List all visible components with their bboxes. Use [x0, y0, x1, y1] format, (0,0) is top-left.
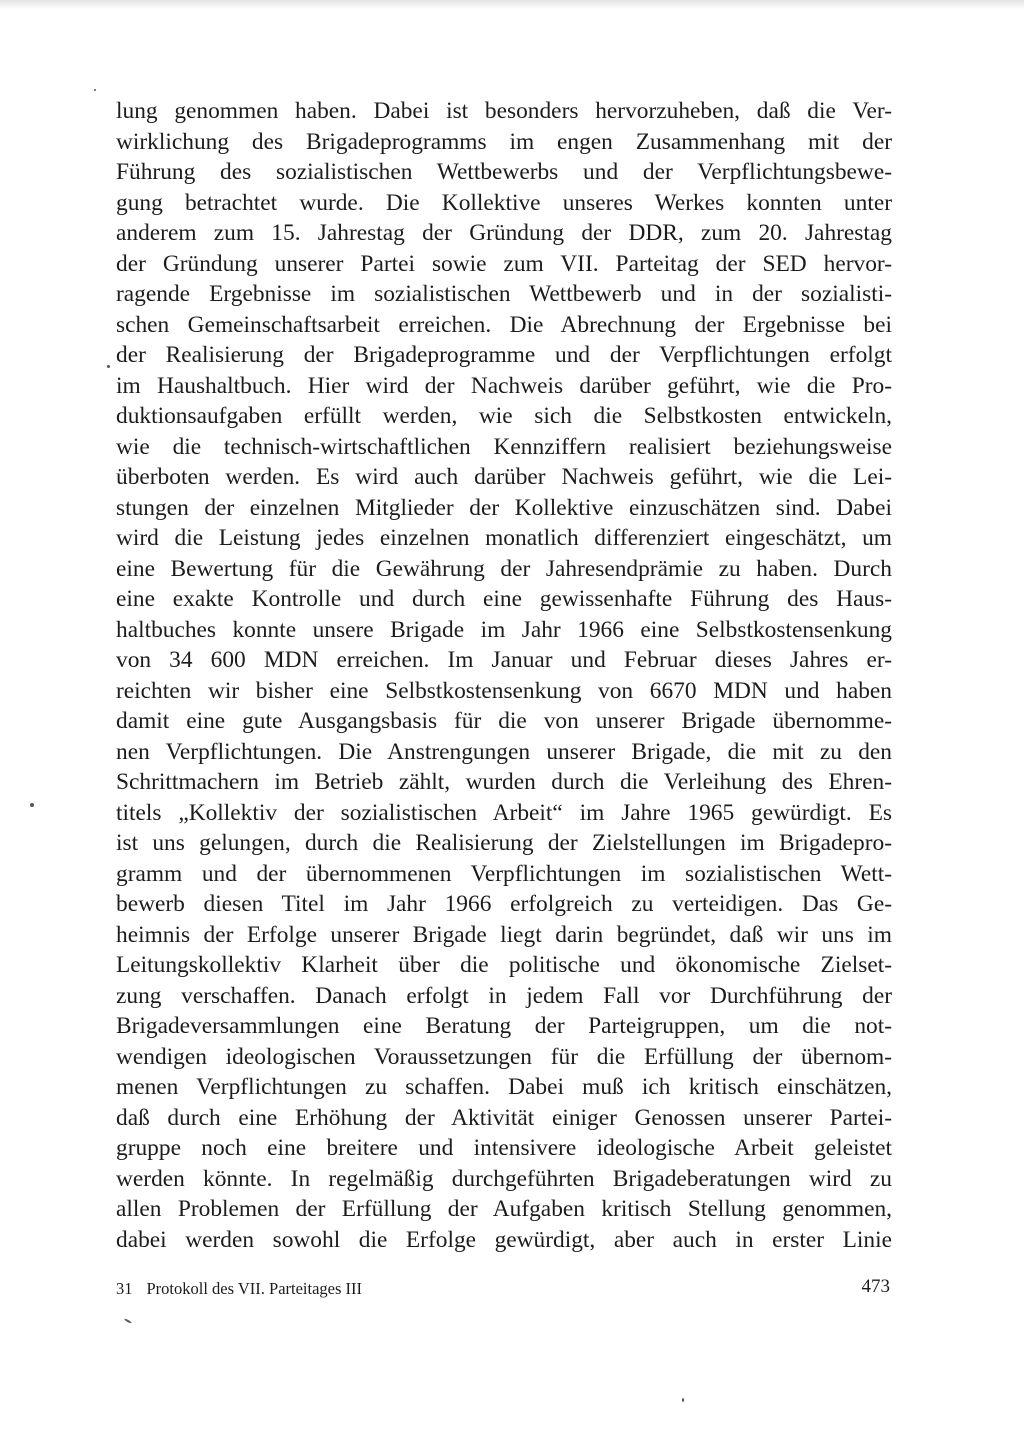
text-line: gung betrachtet wurde. Die Kollektive unseres Werkes konnten unter: [116, 189, 892, 216]
text-line: menen Verpflichtungen zu schaffen. Dabei muß ich kritisch einschätzen,: [116, 1074, 892, 1100]
text-line: eine exakte Kontrolle und durch eine gewissenhafte Führung des Haus-: [116, 586, 892, 612]
text-line: schen Gemeinschaftsarbeit erreichen. Die Abrechnung der Ergebnisse bei: [116, 311, 892, 338]
signature-number: 31: [116, 1279, 133, 1298]
page-number: 473: [861, 1276, 890, 1297]
text-line: im Haushaltbuch. Hier wird der Nachweis darüber geführt, wie die Pro-: [116, 372, 892, 399]
signature-title: Protokoll des VII. Parteitages III: [146, 1279, 363, 1298]
text-line: damit eine gute Ausgangsbasis für die von unserer Brigade übernomme-: [116, 708, 892, 734]
text-line: duktionsaufgaben erfüllt werden, wie sich die Selbstkosten entwickeln,: [116, 403, 892, 429]
text-line: von 34 600 MDN erreichen. Im Januar und Februar dieses Jahres er-: [116, 647, 892, 673]
text-line: anderem zum 15. Jahrestag der Gründung der DDR, zum 20. Jahrestag: [116, 220, 892, 246]
text-line: überboten werden. Es wird auch darüber Nachweis geführt, wie die Lei-: [116, 464, 892, 490]
text-line: zung verschaffen. Danach erfolgt in jedem Fall vor Durchführung der: [116, 982, 892, 1009]
text-line: eine Bewertung für die Gewährung der Jahresendprämie zu haben. Durch: [116, 555, 892, 582]
text-line: der Gründung unserer Partei sowie zum VII. Parteitag der SED hervor-: [116, 250, 892, 277]
text-line: daß durch eine Erhöhung der Aktivität einiger Genossen unserer Partei-: [116, 1104, 892, 1131]
text-line: ragende Ergebnisse im sozialistischen Wettbewerb und in der sozialisti-: [116, 281, 892, 307]
text-line: dabei werden sowohl die Erfolge gewürdigt, aber auch in erster Linie: [116, 1226, 892, 1253]
text-line: titels „Kollektiv der sozialistischen Arbeit“ im Jahre 1965 gewürdigt. Es: [116, 799, 892, 826]
text-line: wirklichung des Brigadeprogramms im engen Zusammenhang mit der: [116, 128, 892, 155]
footer-signature: [116, 1274, 362, 1304]
text-line: bewerb diesen Titel im Jahr 1966 erfolgreich zu verteidigen. Das Ge-: [116, 891, 892, 917]
scan-speck: [124, 1318, 132, 1324]
text-line: der Realisierung der Brigadeprogramme und der Verpflichtungen erfolgt: [116, 342, 892, 368]
text-line: wird die Leistung jedes einzelnen monatlich differenziert eingeschätzt, um: [116, 525, 892, 551]
body-text: [116, 96, 892, 1255]
scan-speck: [107, 365, 110, 368]
scan-top-edge: [0, 0, 1024, 10]
scan-speck: [30, 803, 34, 807]
text-line: Leitungskollektiv Klarheit über die politische und ökonomische Zielset-: [116, 952, 892, 978]
text-line: haltbuches konnte unsere Brigade im Jahr 1966 eine Selbstkostensenkung: [116, 616, 892, 643]
text-line: wie die technisch-wirtschaftlichen Kennziffern realisiert beziehungsweise: [116, 433, 892, 460]
scan-speck: [682, 1398, 684, 1402]
text-line: Führung des sozialistischen Wettbewerbs und der Verpflichtungsbewe-: [116, 159, 892, 185]
text-line: heimnis der Erfolge unserer Brigade liegt darin begründet, daß wir uns im: [116, 921, 892, 948]
text-line: Schrittmachern im Betrieb zählt, wurden durch die Verleihung des Ehren-: [116, 769, 892, 795]
text-line: wendigen ideologischen Voraussetzungen für die Erfüllung der übernom-: [116, 1043, 892, 1070]
text-line: Brigadeversammlungen eine Beratung der Parteigruppen, um die not-: [116, 1013, 892, 1039]
text-line: gramm und der übernommenen Verpflichtungen im sozialistischen Wett-: [116, 860, 892, 887]
text-line: reichten wir bisher eine Selbstkostensenkung von 6670 MDN und haben: [116, 677, 892, 704]
text-line: gruppe noch eine breitere und intensivere ideologische Arbeit geleistet: [116, 1135, 892, 1161]
text-line: ist uns gelungen, durch die Realisierung der Zielstellungen im Brigadepro-: [116, 830, 892, 856]
scan-speck: [94, 89, 96, 91]
text-line: allen Problemen der Erfüllung der Aufgaben kritisch Stellung genommen,: [116, 1196, 892, 1222]
text-line: lung genommen haben. Dabei ist besonders hervorzuheben, daß die Ver-: [116, 98, 892, 124]
page-footer: [116, 1274, 892, 1304]
text-line: werden könnte. In regelmäßig durchgeführten Brigadeberatungen wird zu: [116, 1165, 892, 1192]
text-line: stungen der einzelnen Mitglieder der Kollektive einzuschätzen sind. Dabei: [116, 494, 892, 521]
text-line: nen Verpflichtungen. Die Anstrengungen unserer Brigade, die mit zu den: [116, 738, 892, 765]
